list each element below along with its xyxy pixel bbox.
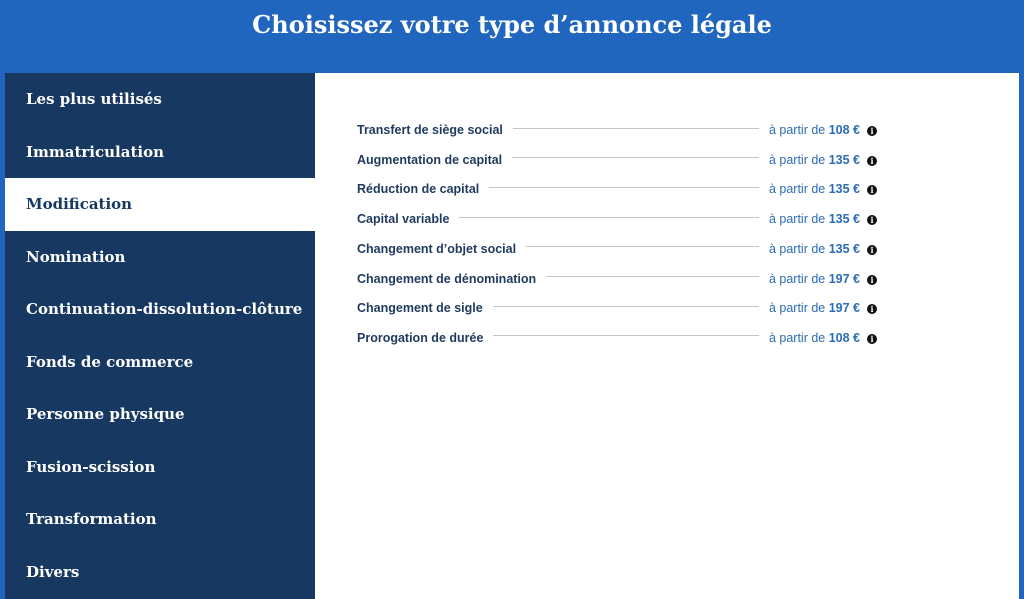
price-amount: 197 € bbox=[828, 301, 860, 316]
leader-line bbox=[512, 157, 759, 158]
info-icon[interactable]: i bbox=[867, 126, 877, 136]
announcement-list bbox=[315, 73, 1019, 599]
price-prefix: à partir de bbox=[768, 301, 826, 316]
announcement-price bbox=[769, 272, 860, 286]
announcement-row-transfert-siege[interactable] bbox=[357, 120, 877, 140]
page-title: Choisissez votre type d’annonce légale bbox=[252, 10, 772, 39]
announcement-row-changement-denomination[interactable] bbox=[357, 269, 877, 289]
price-amount: 135 € bbox=[828, 212, 860, 227]
info-icon[interactable]: i bbox=[867, 304, 877, 314]
price-prefix: à partir de bbox=[768, 212, 826, 227]
price-amount: 108 € bbox=[828, 123, 860, 137]
announcement-row-prorogation-duree[interactable] bbox=[357, 328, 877, 348]
sidebar-item-fusion-scission[interactable]: Fusion-scission bbox=[26, 457, 156, 476]
info-icon[interactable]: i bbox=[867, 275, 877, 285]
sidebar-item-personne-physique[interactable]: Personne physique bbox=[26, 405, 185, 423]
info-icon[interactable]: i bbox=[867, 245, 877, 255]
announcement-row-changement-objet-social[interactable] bbox=[357, 239, 877, 259]
price-amount: 135 € bbox=[828, 182, 860, 197]
sidebar-item-les-plus-utilises[interactable]: Les plus utilisés bbox=[26, 90, 162, 108]
announcement-row-capital-variable[interactable] bbox=[357, 209, 877, 229]
price-prefix: à partir de bbox=[768, 182, 826, 197]
sidebar-item-nomination[interactable]: Nomination bbox=[26, 247, 126, 266]
announcement-price bbox=[769, 331, 860, 345]
price-prefix: à partir de bbox=[768, 241, 826, 256]
announcement-row-changement-sigle[interactable] bbox=[357, 298, 877, 318]
price-amount: 197 € bbox=[828, 271, 860, 286]
sidebar-item-transformation[interactable]: Transformation bbox=[26, 510, 157, 528]
announcement-label: Prorogation de durée bbox=[357, 330, 484, 345]
announcement-label: Réduction de capital bbox=[357, 182, 480, 197]
announcement-price bbox=[769, 153, 860, 167]
leader-line bbox=[489, 187, 759, 188]
leader-line bbox=[546, 276, 759, 277]
price-prefix: à partir de bbox=[768, 152, 826, 167]
sidebar-item-modification[interactable]: Modification bbox=[5, 178, 315, 231]
info-icon[interactable]: i bbox=[867, 215, 877, 225]
announcement-label: Changement de sigle bbox=[357, 301, 483, 316]
info-icon[interactable]: i bbox=[867, 156, 877, 166]
sidebar-item-fonds-de-commerce[interactable]: Fonds de commerce bbox=[26, 352, 194, 371]
announcement-price bbox=[769, 182, 860, 196]
price-amount: 135 € bbox=[828, 241, 860, 256]
leader-line bbox=[513, 128, 759, 129]
announcement-label: Capital variable bbox=[357, 212, 450, 227]
announcement-row-augmentation-capital[interactable] bbox=[357, 150, 877, 170]
announcement-label: Changement de dénomination bbox=[357, 271, 537, 286]
leader-line bbox=[493, 335, 759, 336]
sidebar-item-continuation-dissolution-cloture[interactable]: Continuation-dissolution-clôture bbox=[26, 300, 303, 318]
price-prefix: à partir de bbox=[768, 123, 826, 137]
sidebar-item-immatriculation[interactable]: Immatriculation bbox=[26, 142, 165, 161]
announcement-row-reduction-capital[interactable] bbox=[357, 179, 877, 199]
info-icon[interactable]: i bbox=[867, 334, 877, 344]
price-prefix: à partir de bbox=[768, 330, 826, 345]
announcement-price bbox=[769, 301, 860, 315]
announcement-price bbox=[769, 123, 860, 137]
info-icon[interactable]: i bbox=[867, 185, 877, 195]
sidebar-item-divers[interactable]: Divers bbox=[26, 562, 80, 581]
leader-line bbox=[526, 246, 759, 247]
announcement-price bbox=[769, 212, 860, 226]
announcement-label: Transfert de siège social bbox=[357, 123, 503, 137]
price-amount: 108 € bbox=[828, 330, 860, 345]
leader-line bbox=[459, 217, 759, 218]
category-sidebar bbox=[5, 73, 315, 599]
price-prefix: à partir de bbox=[768, 271, 826, 286]
announcement-price bbox=[769, 242, 860, 256]
announcement-label: Changement d’objet social bbox=[357, 241, 517, 256]
price-amount: 135 € bbox=[828, 152, 860, 167]
leader-line bbox=[493, 306, 759, 307]
announcement-label: Augmentation de capital bbox=[357, 152, 503, 167]
